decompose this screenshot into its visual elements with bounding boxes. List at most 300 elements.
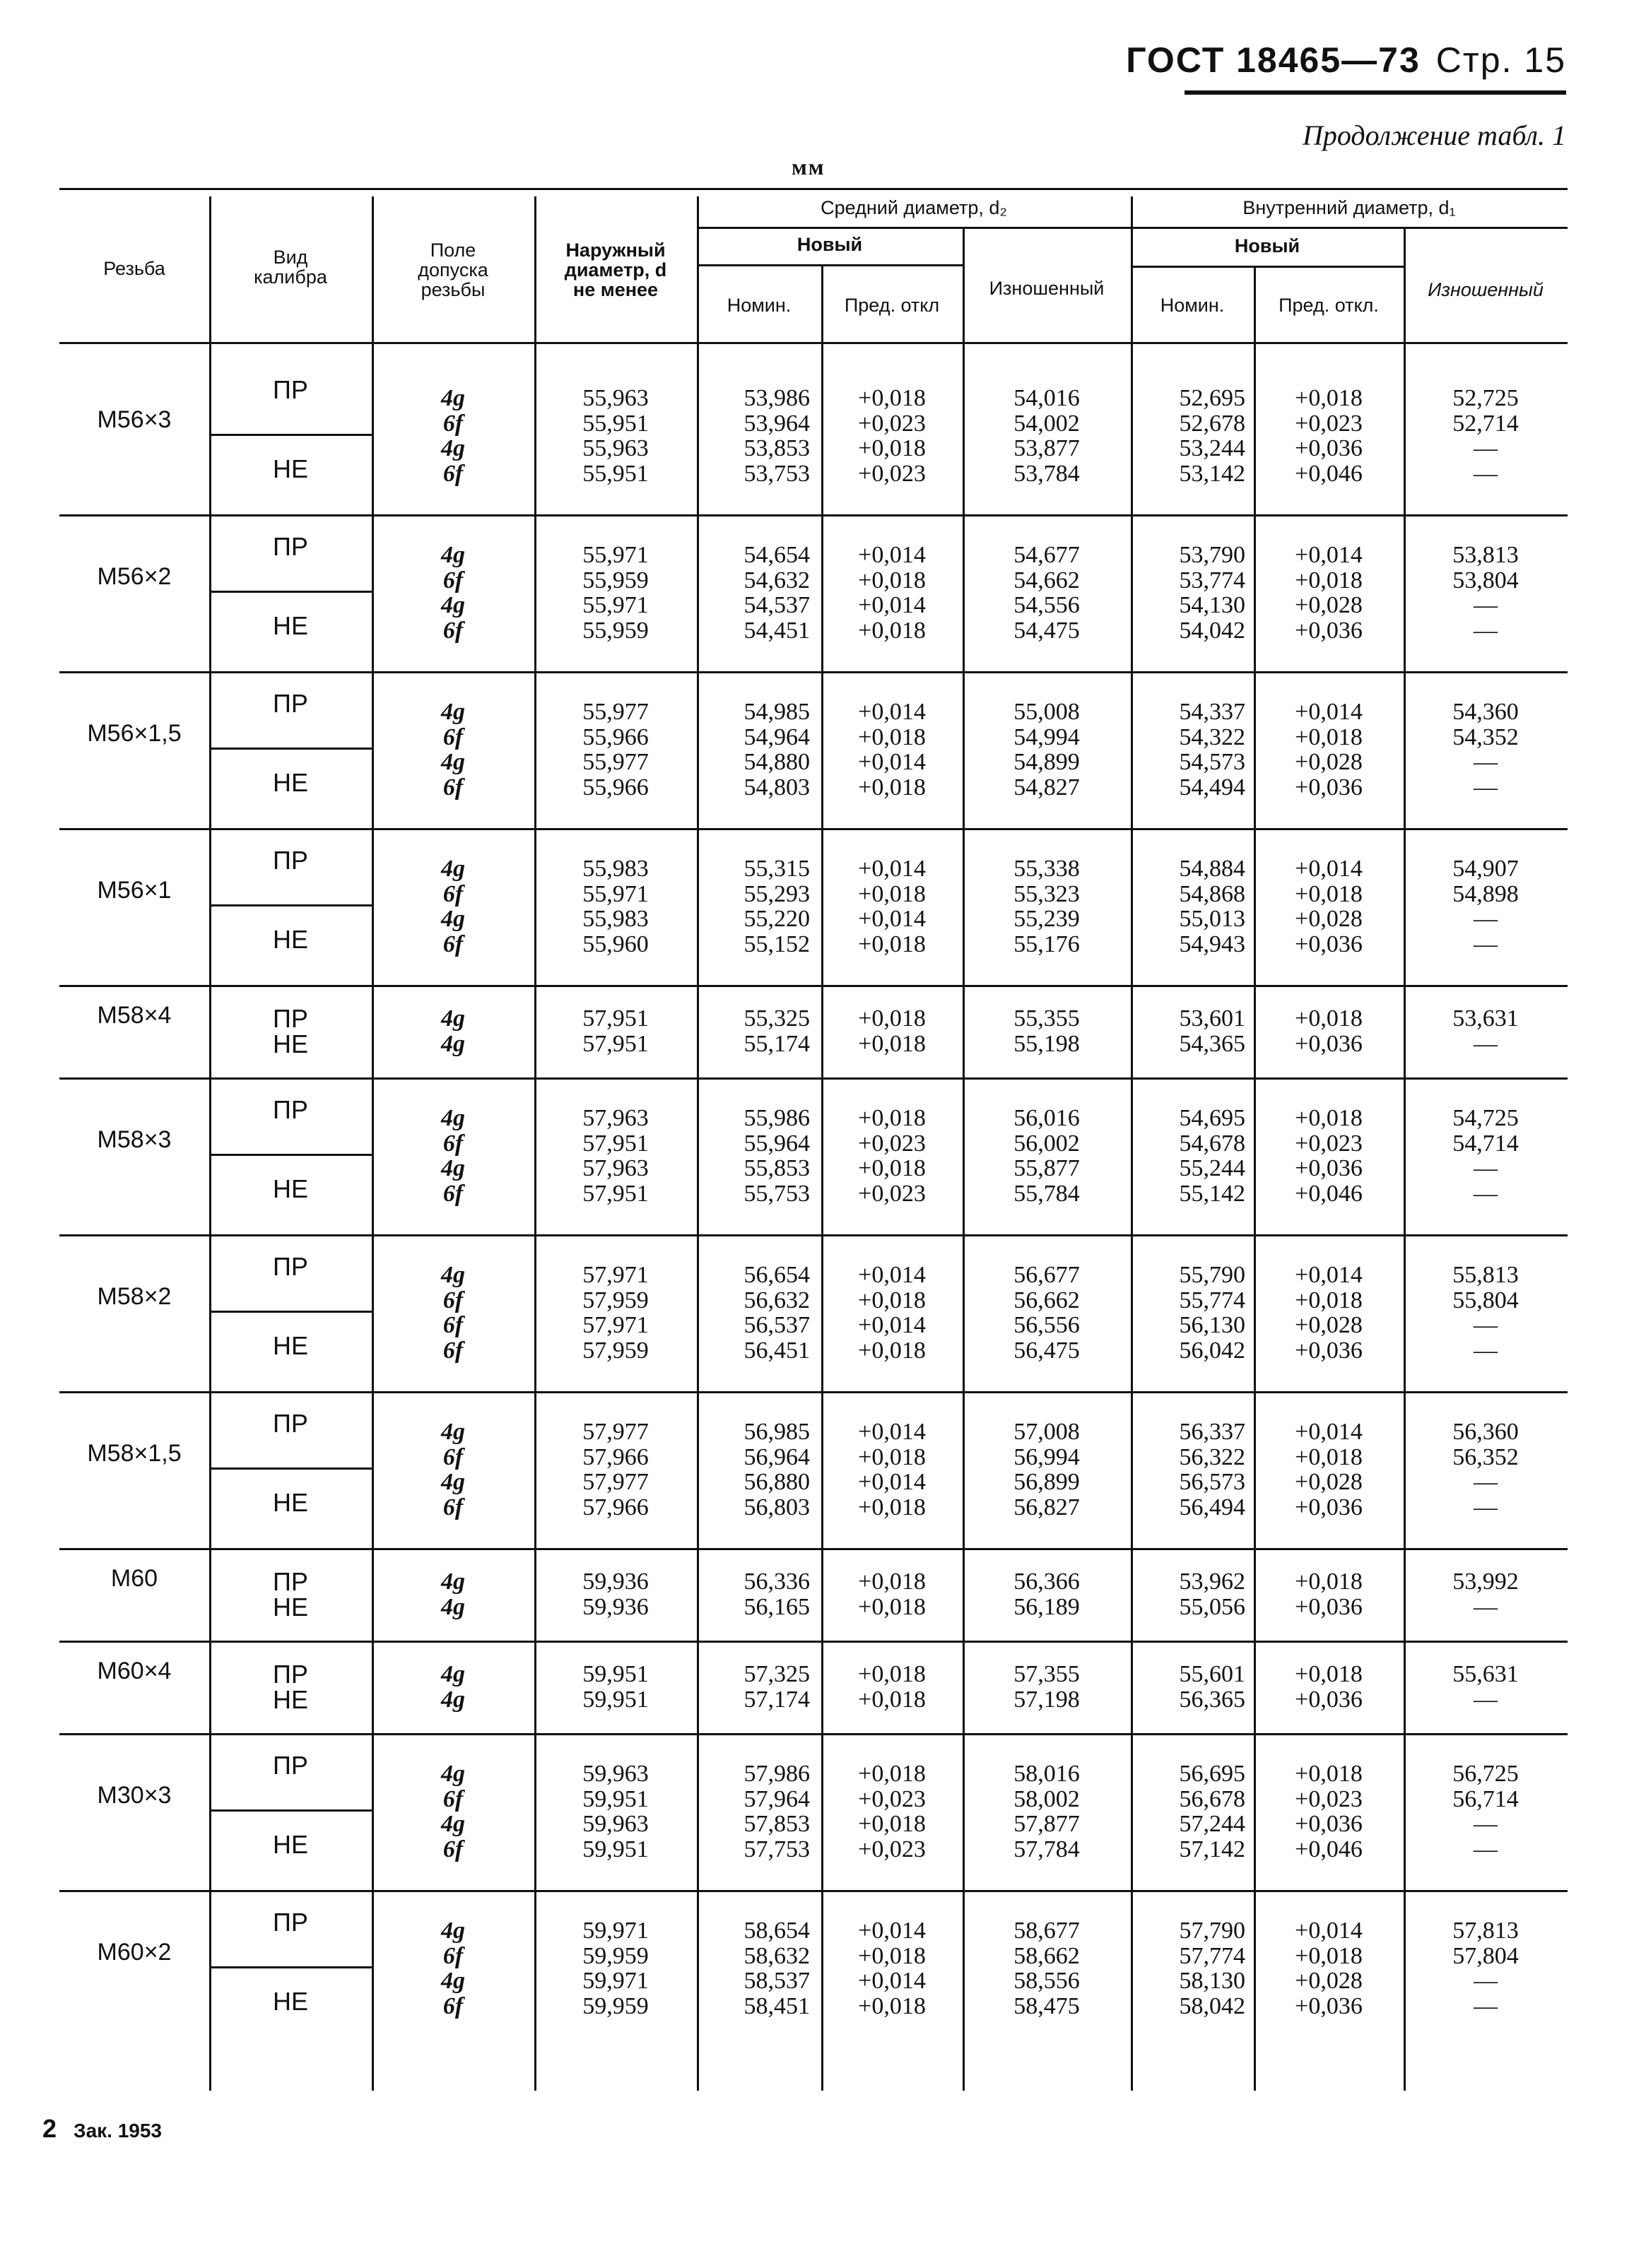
table-cell: 53,992	[1452, 1569, 1519, 1595]
table-cell: 55,951	[582, 460, 649, 487]
gauge-go: ПР	[273, 375, 308, 404]
row-separator-thread	[59, 1733, 209, 1735]
cell-column-d2d	[821, 1106, 963, 1206]
cell-column-fit	[372, 1419, 534, 1520]
table-cell: +0,028	[1295, 749, 1363, 775]
table-cell: 6f	[442, 1942, 464, 1969]
table-cell: 52,678	[1179, 410, 1245, 437]
table-cell: 54,898	[1452, 880, 1519, 907]
table-cell: +0,028	[1295, 1312, 1363, 1338]
thread-designation: М60×4	[97, 1657, 172, 1684]
gauge-nogo: НЕ	[272, 1987, 308, 2016]
gauge-nogo: НЕ	[272, 1331, 308, 1360]
table-cell: +0,018	[858, 1287, 926, 1313]
row-separator-thread	[59, 828, 209, 830]
table-cell: 55,959	[582, 617, 649, 644]
table-cell: +0,014	[858, 1312, 926, 1338]
table-cell: 57,790	[1179, 1918, 1245, 1944]
cell-column-d1d	[1254, 856, 1404, 957]
table-cell: 4g	[441, 1661, 465, 1687]
table-cell: 57,951	[582, 1030, 649, 1057]
table-cell: +0,014	[858, 1918, 926, 1944]
table-cell: 57,198	[1013, 1686, 1080, 1713]
table-cell: 55,244	[1179, 1155, 1245, 1181]
table-cell: 6f	[442, 1443, 464, 1470]
cell-column-d1w	[1404, 386, 1568, 486]
table-cell: 6f	[442, 1337, 464, 1364]
table-cell: 55,631	[1452, 1661, 1519, 1687]
cell-column-d1n	[1131, 1569, 1245, 1619]
table-cell: 53,142	[1179, 460, 1245, 487]
gauge-nogo: НЕ	[272, 1488, 308, 1517]
gauge-separator	[211, 1311, 372, 1313]
table-cell: 54,907	[1452, 856, 1519, 882]
table-cell: +0,018	[858, 1569, 926, 1595]
table-cell: 4g	[441, 435, 465, 461]
table-cell: 4g	[441, 1686, 465, 1713]
table-cell: 54,632	[743, 567, 810, 593]
cell-column-d2n	[697, 1106, 810, 1206]
table-cell: 56,662	[1013, 1287, 1080, 1313]
cell-column-d2w	[963, 1106, 1131, 1206]
table-cell: +0,014	[858, 542, 926, 568]
table-cell: 57,325	[743, 1661, 810, 1687]
cell-column-d1d	[1254, 1662, 1404, 1712]
table-cell: 4g	[441, 1761, 465, 1787]
table-cell: +0,018	[1295, 1443, 1363, 1470]
table-cell: 58,451	[743, 1992, 810, 2019]
table-cell: +0,046	[1295, 1180, 1363, 1207]
cell-column-d2d	[821, 386, 963, 486]
cell-column-d1d	[1254, 699, 1404, 800]
cell-column-d2d	[821, 856, 963, 957]
row-separator	[211, 985, 1568, 987]
cell-column-d2n	[697, 1662, 810, 1712]
footer-order: Зак. 1953	[74, 2120, 163, 2142]
cell-column-d2n	[697, 1419, 810, 1520]
table-cell: 56,803	[743, 1494, 810, 1520]
cell-column-fit	[372, 386, 534, 486]
table-cell: 58,537	[743, 1968, 810, 1994]
gauge-go: ПР	[273, 532, 308, 561]
table-cell: 55,325	[743, 1005, 810, 1032]
table-cell: 56,016	[1013, 1105, 1080, 1131]
table-cell: 55,966	[582, 723, 649, 750]
table-cell: 56,714	[1452, 1785, 1519, 1812]
table-cell: —	[1474, 774, 1498, 801]
table-cell: +0,018	[858, 567, 926, 593]
table-cell: +0,036	[1295, 1494, 1363, 1520]
cell-column-fit	[372, 543, 534, 643]
cell-column-d2n	[697, 543, 810, 643]
table-cell: +0,036	[1295, 1030, 1363, 1057]
table-cell: 56,573	[1179, 1469, 1245, 1495]
table-cell: 55,056	[1179, 1593, 1245, 1620]
table-cell: 59,951	[582, 1836, 649, 1862]
gauge-separator	[211, 1809, 372, 1812]
table-cell: +0,018	[1295, 567, 1363, 593]
cell-column-d2w	[963, 1419, 1131, 1520]
table-cell: 58,677	[1013, 1918, 1080, 1944]
cell-column-d1n	[1131, 1419, 1245, 1520]
table-cell: +0,018	[1295, 1005, 1363, 1032]
col-worn-mid: Изношенный	[989, 278, 1105, 299]
gauge-nogo: НЕ	[272, 1830, 308, 1859]
table-cell: 55,959	[582, 567, 649, 593]
table-cell: 54,827	[1013, 774, 1080, 801]
table-cell: +0,014	[858, 592, 926, 618]
table-cell: —	[1474, 1312, 1498, 1338]
table-cell: 56,556	[1013, 1312, 1080, 1338]
cell-column-d2d	[821, 1761, 963, 1862]
cell-column-d2d	[821, 543, 963, 643]
table-cell: +0,023	[858, 1180, 926, 1207]
table-cell: +0,028	[1295, 1469, 1363, 1495]
table-cell: 56,352	[1452, 1443, 1519, 1470]
gauge-go: ПР	[273, 1252, 308, 1281]
row-separator	[211, 828, 1568, 830]
table-cell: 54,042	[1179, 617, 1245, 644]
table-cell: +0,014	[1295, 542, 1363, 568]
table-cell: 53,774	[1179, 567, 1245, 593]
table-cell: 6f	[442, 1785, 464, 1812]
table-cell: 56,336	[743, 1569, 810, 1595]
cell-column-d1d	[1254, 1106, 1404, 1206]
table-cell: 58,130	[1179, 1968, 1245, 1994]
table-cell: 54,494	[1179, 774, 1245, 801]
table-cell: +0,023	[858, 1785, 926, 1812]
gauge-separator	[211, 1154, 372, 1156]
table-cell: 54,662	[1013, 567, 1080, 593]
table-cell: +0,018	[1295, 1761, 1363, 1787]
table-cell: +0,036	[1295, 1811, 1363, 1837]
table-cell: +0,018	[858, 1761, 926, 1787]
cell-column-d2d	[821, 1006, 963, 1056]
gauge-go: ПР	[273, 1908, 308, 1937]
cell-column-d2n	[697, 1263, 810, 1363]
table-cell: 57,959	[582, 1287, 649, 1313]
table-cell: 54,899	[1013, 749, 1080, 775]
header-bottom-rule	[59, 342, 1568, 344]
table-cell: 59,936	[582, 1593, 649, 1620]
table-cell: 53,631	[1452, 1005, 1519, 1032]
table-cell: 55,983	[582, 906, 649, 932]
table-cell: —	[1474, 1992, 1498, 2019]
gauge-separator	[211, 591, 372, 593]
table-cell: 54,451	[743, 617, 810, 644]
table-cell: +0,028	[1295, 906, 1363, 932]
row-separator-thread	[59, 1641, 209, 1643]
table-cell: 55,338	[1013, 856, 1080, 882]
gauge-separator	[211, 434, 372, 436]
gauge-nogo: НЕ	[272, 611, 308, 640]
thread-gauge-table	[59, 188, 1568, 2091]
col-outer-diameter: Наружный диаметр, d не менее	[564, 240, 667, 300]
table-cell: 6f	[442, 567, 464, 593]
table-cell: 58,002	[1013, 1785, 1080, 1812]
footer-page-num: 2	[42, 2114, 57, 2143]
table-cell: 55,977	[582, 749, 649, 775]
table-cell: 4g	[441, 1593, 465, 1620]
cell-column-d1w	[1404, 699, 1568, 800]
table-cell: 56,994	[1013, 1443, 1080, 1470]
table-cell: +0,018	[858, 1494, 926, 1520]
col-dev-mid: Пред. откл	[844, 295, 940, 316]
table-cell: +0,036	[1295, 1593, 1363, 1620]
table-cell: 56,725	[1452, 1761, 1519, 1787]
table-cell: 56,677	[1013, 1262, 1080, 1288]
gauge-go: ПР	[273, 846, 308, 875]
table-cell: +0,018	[858, 1992, 926, 2019]
table-cell: 53,601	[1179, 1005, 1245, 1032]
cell-column-d2w	[963, 1662, 1131, 1712]
table-cell: 4g	[441, 749, 465, 775]
cell-column-d1w	[1404, 1006, 1568, 1056]
table-cell: 55,983	[582, 856, 649, 882]
thread-designation: М58×1,5	[87, 1440, 182, 1467]
cell-column-d2n	[697, 1006, 810, 1056]
cell-column-outer	[534, 1569, 697, 1619]
col-new-mid: Новый	[797, 234, 863, 255]
cell-column-d1w	[1404, 1662, 1568, 1712]
table-cell: 58,042	[1179, 1992, 1245, 2019]
table-cell: +0,014	[1295, 1918, 1363, 1944]
table-cell: 56,165	[743, 1593, 810, 1620]
table-cell: 59,959	[582, 1992, 649, 2019]
table-cell: +0,014	[858, 906, 926, 932]
cell-column-d1w	[1404, 1569, 1568, 1619]
cell-column-d1n	[1131, 386, 1245, 486]
table-cell: 55,601	[1179, 1661, 1245, 1687]
table-cell: +0,018	[858, 1593, 926, 1620]
table-cell: 4g	[441, 699, 465, 725]
table-cell: —	[1474, 1593, 1498, 1620]
table-cell: 56,002	[1013, 1130, 1080, 1157]
table-cell: 59,959	[582, 1942, 649, 1969]
gauge-separator	[211, 904, 372, 906]
thread-designation: М56×3	[97, 406, 172, 433]
cell-column-outer	[534, 1662, 697, 1712]
table-cell: —	[1474, 1686, 1498, 1713]
table-cell: 59,963	[582, 1761, 649, 1787]
gauge-go: ПР	[273, 1567, 308, 1596]
table-cell: 56,632	[743, 1287, 810, 1313]
cell-column-fit	[372, 699, 534, 800]
table-cell: +0,018	[858, 1105, 926, 1131]
table-cell: 54,537	[743, 592, 810, 618]
row-separator-thread	[59, 985, 209, 987]
table-cell: —	[1474, 1469, 1498, 1495]
cell-column-outer	[534, 543, 697, 643]
table-cell: +0,018	[858, 931, 926, 957]
col-tolerance: Поле допуска резьбы	[418, 240, 488, 300]
table-cell: 54,337	[1179, 699, 1245, 725]
cell-column-d1d	[1254, 1419, 1404, 1520]
gauge-nogo: НЕ	[272, 768, 308, 797]
table-cell: 4g	[441, 1155, 465, 1181]
cell-column-d1n	[1131, 1106, 1245, 1206]
table-cell: +0,023	[858, 1130, 926, 1157]
cell-column-d1n	[1131, 699, 1245, 800]
table-cell: 54,943	[1179, 931, 1245, 957]
gauge-go: ПР	[273, 1095, 308, 1124]
table-cell: +0,018	[858, 435, 926, 461]
header-rule	[1185, 90, 1566, 95]
cell-column-d2n	[697, 1918, 810, 2019]
table-cell: 52,695	[1179, 385, 1245, 411]
table-cell: 6f	[442, 1130, 464, 1157]
table-cell: 4g	[441, 1030, 465, 1057]
gauge-nogo: НЕ	[272, 1684, 308, 1714]
table-cell: 6f	[442, 880, 464, 907]
table-cell: +0,014	[858, 1968, 926, 1994]
table-cell: 57,951	[582, 1180, 649, 1207]
table-cell: 56,678	[1179, 1785, 1245, 1812]
new-rule-inner	[1131, 266, 1404, 268]
table-cell: 54,695	[1179, 1105, 1245, 1131]
table-cell: 52,714	[1452, 410, 1519, 437]
table-cell: +0,036	[1295, 774, 1363, 801]
table-cell: 55,960	[582, 931, 649, 957]
table-cell: 6f	[442, 1992, 464, 2019]
table-cell: 4g	[441, 906, 465, 932]
table-cell: 55,977	[582, 699, 649, 725]
table-cell: 57,971	[582, 1262, 649, 1288]
table-cell: +0,014	[1295, 1419, 1363, 1445]
table-cell: 56,360	[1452, 1419, 1519, 1445]
cell-column-d1w	[1404, 543, 1568, 643]
table-cell: 4g	[441, 385, 465, 411]
table-cell: +0,014	[858, 699, 926, 725]
cell-column-d1d	[1254, 1263, 1404, 1363]
table-cell: 54,365	[1179, 1030, 1245, 1057]
cell-column-d1n	[1131, 1006, 1245, 1056]
table-cell: +0,023	[1295, 410, 1363, 437]
gauge-separator	[211, 748, 372, 750]
table-cell: 6f	[442, 723, 464, 750]
cell-column-d1d	[1254, 1006, 1404, 1056]
cell-column-d2n	[697, 386, 810, 486]
table-cell: 55,220	[743, 906, 810, 932]
col-nominal-inner: Номин.	[1160, 295, 1225, 316]
table-cell: 55,198	[1013, 1030, 1080, 1057]
table-cell: 54,985	[743, 699, 810, 725]
table-cell: 55,753	[743, 1180, 810, 1207]
table-cell: +0,018	[1295, 1661, 1363, 1687]
col-group-mid: Средний диаметр, d₂	[821, 197, 1007, 218]
table-cell: 4g	[441, 1569, 465, 1595]
table-cell: +0,018	[858, 1686, 926, 1713]
col-thread: Резьба	[103, 258, 165, 279]
table-cell: 6f	[442, 931, 464, 957]
cell-column-fit	[372, 1918, 534, 2019]
table-cell: 56,537	[743, 1312, 810, 1338]
cell-column-d1d	[1254, 1918, 1404, 2019]
table-cell: +0,018	[858, 1661, 926, 1687]
gauge-go: ПР	[273, 1409, 308, 1438]
table-cell: —	[1474, 906, 1498, 932]
cell-column-d2w	[963, 543, 1131, 643]
table-cell: 55,013	[1179, 906, 1245, 932]
table-cell: 59,971	[582, 1968, 649, 1994]
table-cell: +0,018	[1295, 385, 1363, 411]
table-cell: 56,985	[743, 1419, 810, 1445]
col-worn-inner: Изношенный	[1428, 279, 1544, 300]
thread-designation: М60	[110, 1564, 158, 1592]
table-cell: 55,790	[1179, 1262, 1245, 1288]
table-cell: 56,365	[1179, 1686, 1245, 1713]
cell-column-d1d	[1254, 1569, 1404, 1619]
table-cell: +0,036	[1295, 931, 1363, 957]
table-cell: 4g	[441, 856, 465, 882]
table-cell: 55,152	[743, 931, 810, 957]
table-cell: +0,018	[858, 385, 926, 411]
thread-designation: М56×2	[97, 563, 172, 590]
table-cell: 55,966	[582, 774, 649, 801]
table-cell: 4g	[441, 1262, 465, 1288]
table-cell: 54,803	[743, 774, 810, 801]
table-cell: 56,042	[1179, 1337, 1245, 1364]
gauge-nogo: НЕ	[272, 1029, 308, 1058]
table-cell: 59,936	[582, 1569, 649, 1595]
table-cell: —	[1474, 435, 1498, 461]
table-cell: 57,963	[582, 1105, 649, 1131]
cell-column-d1d	[1254, 386, 1404, 486]
thread-designation: М58×4	[97, 1001, 172, 1029]
gauge-go: ПР	[273, 1660, 308, 1689]
table-cell: 57,355	[1013, 1661, 1080, 1687]
table-cell: 54,475	[1013, 617, 1080, 644]
table-cell: 54,880	[743, 749, 810, 775]
table-cell: +0,018	[1295, 1105, 1363, 1131]
table-cell: 55,355	[1013, 1005, 1080, 1032]
table-cell: 56,337	[1179, 1419, 1245, 1445]
table-cell: 59,971	[582, 1918, 649, 1944]
thread-designation: М56×1,5	[87, 720, 182, 747]
table-cell: +0,014	[1295, 856, 1363, 882]
table-cell: 4g	[441, 1469, 465, 1495]
row-separator-thread	[59, 514, 209, 516]
table-cell: +0,036	[1295, 1337, 1363, 1364]
table-cell: 55,971	[582, 880, 649, 907]
gauge-nogo: НЕ	[272, 1592, 308, 1622]
row-separator	[211, 1391, 1568, 1393]
table-cell: +0,036	[1295, 1686, 1363, 1713]
cell-column-outer	[534, 1918, 697, 2019]
table-cell: 54,352	[1452, 723, 1519, 750]
row-separator	[211, 1890, 1568, 1892]
table-cell: 55,877	[1013, 1155, 1080, 1181]
cell-column-d1n	[1131, 1263, 1245, 1363]
table-cell: 54,130	[1179, 592, 1245, 618]
table-cell: 54,678	[1179, 1130, 1245, 1157]
table-cell: —	[1474, 931, 1498, 957]
row-separator-thread	[59, 1391, 209, 1393]
thread-designation: М60×2	[97, 1939, 172, 1966]
cell-column-outer	[534, 1419, 697, 1520]
unit-label: мм	[792, 154, 825, 179]
table-cell: —	[1474, 460, 1498, 487]
table-cell: 4g	[441, 1419, 465, 1445]
table-cell: 55,142	[1179, 1180, 1245, 1207]
col-gauge-type: Вид калибра	[254, 247, 327, 288]
cell-column-fit	[372, 1263, 534, 1363]
table-cell: +0,014	[858, 1262, 926, 1288]
gauge-go: ПР	[273, 1751, 308, 1780]
table-cell: +0,014	[858, 1419, 926, 1445]
row-separator-thread	[59, 1548, 209, 1550]
cell-column-fit	[372, 1569, 534, 1619]
